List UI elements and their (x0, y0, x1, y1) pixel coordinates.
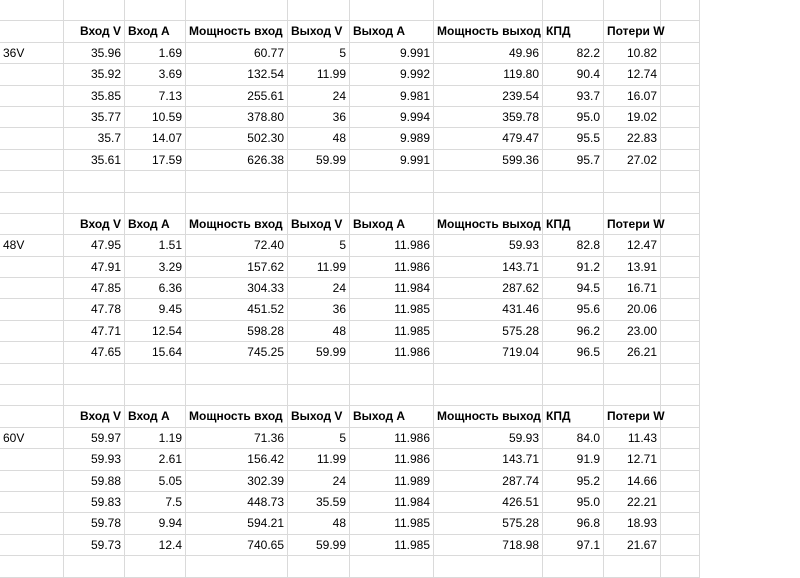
empty-cell[interactable] (434, 171, 543, 192)
empty-cell[interactable] (64, 364, 125, 385)
data-cell[interactable]: 23.00 (604, 321, 661, 342)
empty-cell[interactable] (64, 556, 125, 577)
data-cell[interactable]: 47.78 (64, 299, 125, 320)
data-cell[interactable]: 12.54 (125, 321, 186, 342)
data-cell[interactable]: 11.986 (350, 235, 434, 256)
empty-cell[interactable] (0, 556, 64, 577)
data-cell[interactable]: 10.82 (604, 43, 661, 64)
header-cell[interactable]: Мощность выход (434, 406, 543, 427)
empty-cell[interactable] (0, 321, 64, 342)
data-cell[interactable]: 59.78 (64, 513, 125, 534)
data-cell[interactable]: 9.45 (125, 299, 186, 320)
empty-cell[interactable] (661, 342, 700, 363)
empty-cell[interactable] (0, 171, 64, 192)
group-label[interactable]: 60V (0, 428, 64, 449)
data-cell[interactable]: 6.36 (125, 278, 186, 299)
data-cell[interactable]: 9.992 (350, 64, 434, 85)
data-cell[interactable]: 12.4 (125, 535, 186, 556)
empty-cell[interactable] (661, 278, 700, 299)
data-cell[interactable]: 9.94 (125, 513, 186, 534)
empty-cell[interactable] (604, 556, 661, 577)
data-cell[interactable]: 11.99 (288, 449, 350, 470)
empty-cell[interactable] (661, 321, 700, 342)
empty-cell[interactable] (604, 385, 661, 406)
empty-cell[interactable] (661, 449, 700, 470)
data-cell[interactable]: 5 (288, 43, 350, 64)
header-cell[interactable]: КПД (543, 406, 604, 427)
empty-cell[interactable] (125, 193, 186, 214)
empty-cell[interactable] (543, 556, 604, 577)
header-cell[interactable]: КПД (543, 214, 604, 235)
empty-cell[interactable] (661, 0, 700, 21)
data-cell[interactable]: 95.5 (543, 128, 604, 149)
empty-cell[interactable] (288, 193, 350, 214)
data-cell[interactable]: 24 (288, 471, 350, 492)
data-cell[interactable]: 626.38 (186, 150, 288, 171)
data-cell[interactable]: 143.71 (434, 449, 543, 470)
data-cell[interactable]: 48 (288, 128, 350, 149)
empty-cell[interactable] (64, 0, 125, 21)
data-cell[interactable]: 59.93 (434, 235, 543, 256)
empty-cell[interactable] (661, 492, 700, 513)
empty-cell[interactable] (288, 556, 350, 577)
data-cell[interactable]: 11.99 (288, 64, 350, 85)
empty-cell[interactable] (661, 556, 700, 577)
data-cell[interactable]: 378.80 (186, 107, 288, 128)
data-cell[interactable]: 35.96 (64, 43, 125, 64)
empty-cell[interactable] (186, 556, 288, 577)
header-cell[interactable]: Выход A (350, 214, 434, 235)
header-cell[interactable]: Потери W (604, 214, 661, 235)
data-cell[interactable]: 35.61 (64, 150, 125, 171)
data-cell[interactable]: 426.51 (434, 492, 543, 513)
data-cell[interactable]: 20.06 (604, 299, 661, 320)
empty-cell[interactable] (434, 364, 543, 385)
empty-cell[interactable] (604, 171, 661, 192)
header-cell[interactable]: Потери W (604, 21, 661, 42)
data-cell[interactable]: 302.39 (186, 471, 288, 492)
header-cell[interactable]: Мощность вход (186, 406, 288, 427)
data-cell[interactable]: 11.985 (350, 535, 434, 556)
data-cell[interactable]: 451.52 (186, 299, 288, 320)
empty-cell[interactable] (0, 492, 64, 513)
data-cell[interactable]: 1.69 (125, 43, 186, 64)
empty-cell[interactable] (125, 385, 186, 406)
empty-cell[interactable] (0, 21, 64, 42)
data-cell[interactable]: 11.984 (350, 492, 434, 513)
empty-cell[interactable] (288, 171, 350, 192)
empty-cell[interactable] (0, 299, 64, 320)
empty-cell[interactable] (0, 64, 64, 85)
empty-cell[interactable] (604, 193, 661, 214)
data-cell[interactable]: 94.5 (543, 278, 604, 299)
empty-cell[interactable] (350, 171, 434, 192)
empty-cell[interactable] (661, 299, 700, 320)
data-cell[interactable]: 59.93 (434, 428, 543, 449)
data-cell[interactable]: 47.65 (64, 342, 125, 363)
data-cell[interactable]: 11.986 (350, 449, 434, 470)
empty-cell[interactable] (64, 385, 125, 406)
data-cell[interactable]: 95.0 (543, 492, 604, 513)
data-cell[interactable]: 36 (288, 299, 350, 320)
empty-cell[interactable] (661, 513, 700, 534)
data-cell[interactable]: 13.91 (604, 257, 661, 278)
data-cell[interactable]: 11.985 (350, 321, 434, 342)
header-cell[interactable]: Выход A (350, 21, 434, 42)
empty-cell[interactable] (661, 406, 700, 427)
data-cell[interactable]: 35.7 (64, 128, 125, 149)
data-cell[interactable]: 2.61 (125, 449, 186, 470)
data-cell[interactable]: 11.99 (288, 257, 350, 278)
empty-cell[interactable] (0, 535, 64, 556)
empty-cell[interactable] (543, 364, 604, 385)
data-cell[interactable]: 21.67 (604, 535, 661, 556)
data-cell[interactable]: 5.05 (125, 471, 186, 492)
empty-cell[interactable] (543, 193, 604, 214)
data-cell[interactable]: 11.986 (350, 342, 434, 363)
data-cell[interactable]: 502.30 (186, 128, 288, 149)
data-cell[interactable]: 7.5 (125, 492, 186, 513)
data-cell[interactable]: 18.93 (604, 513, 661, 534)
data-cell[interactable]: 49.96 (434, 43, 543, 64)
empty-cell[interactable] (661, 364, 700, 385)
data-cell[interactable]: 19.02 (604, 107, 661, 128)
header-cell[interactable]: Выход V (288, 214, 350, 235)
empty-cell[interactable] (661, 86, 700, 107)
data-cell[interactable]: 59.93 (64, 449, 125, 470)
data-cell[interactable]: 5 (288, 235, 350, 256)
empty-cell[interactable] (661, 193, 700, 214)
header-cell[interactable]: Вход V (64, 21, 125, 42)
empty-cell[interactable] (0, 385, 64, 406)
data-cell[interactable]: 96.2 (543, 321, 604, 342)
data-cell[interactable]: 60.77 (186, 43, 288, 64)
data-cell[interactable]: 479.47 (434, 128, 543, 149)
data-cell[interactable]: 36 (288, 107, 350, 128)
empty-cell[interactable] (0, 150, 64, 171)
empty-cell[interactable] (661, 107, 700, 128)
data-cell[interactable]: 1.19 (125, 428, 186, 449)
data-cell[interactable]: 82.8 (543, 235, 604, 256)
empty-cell[interactable] (0, 107, 64, 128)
empty-cell[interactable] (0, 257, 64, 278)
header-cell[interactable]: Мощность выход (434, 21, 543, 42)
data-cell[interactable]: 359.78 (434, 107, 543, 128)
header-cell[interactable]: Вход V (64, 406, 125, 427)
empty-cell[interactable] (350, 364, 434, 385)
empty-cell[interactable] (186, 0, 288, 21)
data-cell[interactable]: 132.54 (186, 64, 288, 85)
data-cell[interactable]: 59.88 (64, 471, 125, 492)
data-cell[interactable]: 239.54 (434, 86, 543, 107)
data-cell[interactable]: 598.28 (186, 321, 288, 342)
data-cell[interactable]: 431.46 (434, 299, 543, 320)
data-cell[interactable]: 47.95 (64, 235, 125, 256)
data-cell[interactable]: 96.5 (543, 342, 604, 363)
data-cell[interactable]: 95.7 (543, 150, 604, 171)
data-cell[interactable]: 7.13 (125, 86, 186, 107)
data-cell[interactable]: 24 (288, 278, 350, 299)
data-cell[interactable]: 745.25 (186, 342, 288, 363)
empty-cell[interactable] (661, 535, 700, 556)
data-cell[interactable]: 22.83 (604, 128, 661, 149)
header-cell[interactable]: Мощность вход (186, 214, 288, 235)
empty-cell[interactable] (543, 0, 604, 21)
empty-cell[interactable] (661, 235, 700, 256)
header-cell[interactable]: Выход A (350, 406, 434, 427)
data-cell[interactable]: 719.04 (434, 342, 543, 363)
data-cell[interactable]: 156.42 (186, 449, 288, 470)
empty-cell[interactable] (0, 278, 64, 299)
data-cell[interactable]: 72.40 (186, 235, 288, 256)
data-cell[interactable]: 448.73 (186, 492, 288, 513)
data-cell[interactable]: 59.73 (64, 535, 125, 556)
data-cell[interactable]: 3.29 (125, 257, 186, 278)
empty-cell[interactable] (288, 0, 350, 21)
empty-cell[interactable] (661, 128, 700, 149)
data-cell[interactable]: 84.0 (543, 428, 604, 449)
empty-cell[interactable] (64, 171, 125, 192)
empty-cell[interactable] (543, 385, 604, 406)
data-cell[interactable]: 5 (288, 428, 350, 449)
empty-cell[interactable] (661, 64, 700, 85)
data-cell[interactable]: 599.36 (434, 150, 543, 171)
data-cell[interactable]: 1.51 (125, 235, 186, 256)
data-cell[interactable]: 26.21 (604, 342, 661, 363)
group-label[interactable]: 48V (0, 235, 64, 256)
empty-cell[interactable] (0, 128, 64, 149)
data-cell[interactable]: 12.74 (604, 64, 661, 85)
data-cell[interactable]: 575.28 (434, 321, 543, 342)
empty-cell[interactable] (125, 0, 186, 21)
empty-cell[interactable] (0, 406, 64, 427)
data-cell[interactable]: 35.77 (64, 107, 125, 128)
data-cell[interactable]: 287.62 (434, 278, 543, 299)
header-cell[interactable]: Потери W (604, 406, 661, 427)
empty-cell[interactable] (661, 257, 700, 278)
data-cell[interactable]: 35.85 (64, 86, 125, 107)
empty-cell[interactable] (434, 556, 543, 577)
empty-cell[interactable] (0, 471, 64, 492)
empty-cell[interactable] (350, 193, 434, 214)
data-cell[interactable]: 91.9 (543, 449, 604, 470)
empty-cell[interactable] (434, 385, 543, 406)
data-cell[interactable]: 9.989 (350, 128, 434, 149)
data-cell[interactable]: 9.991 (350, 43, 434, 64)
data-cell[interactable]: 10.59 (125, 107, 186, 128)
header-cell[interactable]: Мощность вход (186, 21, 288, 42)
empty-cell[interactable] (661, 150, 700, 171)
data-cell[interactable]: 16.07 (604, 86, 661, 107)
empty-cell[interactable] (661, 385, 700, 406)
empty-cell[interactable] (186, 193, 288, 214)
header-cell[interactable]: Вход A (125, 406, 186, 427)
empty-cell[interactable] (661, 428, 700, 449)
data-cell[interactable]: 16.71 (604, 278, 661, 299)
data-cell[interactable]: 11.984 (350, 278, 434, 299)
data-cell[interactable]: 59.97 (64, 428, 125, 449)
data-cell[interactable]: 14.07 (125, 128, 186, 149)
data-cell[interactable]: 304.33 (186, 278, 288, 299)
empty-cell[interactable] (434, 0, 543, 21)
data-cell[interactable]: 3.69 (125, 64, 186, 85)
empty-cell[interactable] (64, 193, 125, 214)
empty-cell[interactable] (0, 364, 64, 385)
data-cell[interactable]: 59.83 (64, 492, 125, 513)
data-cell[interactable]: 90.4 (543, 64, 604, 85)
data-cell[interactable]: 9.991 (350, 150, 434, 171)
header-cell[interactable]: Выход V (288, 21, 350, 42)
empty-cell[interactable] (0, 449, 64, 470)
empty-cell[interactable] (604, 0, 661, 21)
group-label[interactable]: 36V (0, 43, 64, 64)
data-cell[interactable]: 157.62 (186, 257, 288, 278)
header-cell[interactable]: Вход V (64, 214, 125, 235)
empty-cell[interactable] (288, 364, 350, 385)
data-cell[interactable]: 22.21 (604, 492, 661, 513)
empty-cell[interactable] (661, 471, 700, 492)
data-cell[interactable]: 48 (288, 321, 350, 342)
data-cell[interactable]: 35.59 (288, 492, 350, 513)
data-cell[interactable]: 91.2 (543, 257, 604, 278)
empty-cell[interactable] (0, 342, 64, 363)
data-cell[interactable]: 59.99 (288, 535, 350, 556)
data-cell[interactable]: 718.98 (434, 535, 543, 556)
empty-cell[interactable] (434, 193, 543, 214)
empty-cell[interactable] (125, 171, 186, 192)
empty-cell[interactable] (125, 364, 186, 385)
data-cell[interactable]: 575.28 (434, 513, 543, 534)
header-cell[interactable]: КПД (543, 21, 604, 42)
data-cell[interactable]: 11.985 (350, 513, 434, 534)
data-cell[interactable]: 14.66 (604, 471, 661, 492)
empty-cell[interactable] (604, 364, 661, 385)
data-cell[interactable]: 95.0 (543, 107, 604, 128)
data-cell[interactable]: 71.36 (186, 428, 288, 449)
empty-cell[interactable] (288, 385, 350, 406)
data-cell[interactable]: 35.92 (64, 64, 125, 85)
data-cell[interactable]: 82.2 (543, 43, 604, 64)
data-cell[interactable]: 287.74 (434, 471, 543, 492)
empty-cell[interactable] (350, 0, 434, 21)
data-cell[interactable]: 255.61 (186, 86, 288, 107)
data-cell[interactable]: 740.65 (186, 535, 288, 556)
data-cell[interactable]: 11.986 (350, 428, 434, 449)
data-cell[interactable]: 27.02 (604, 150, 661, 171)
empty-cell[interactable] (0, 214, 64, 235)
data-cell[interactable]: 11.986 (350, 257, 434, 278)
empty-cell[interactable] (661, 171, 700, 192)
data-cell[interactable]: 47.85 (64, 278, 125, 299)
header-cell[interactable]: Вход A (125, 214, 186, 235)
data-cell[interactable]: 9.994 (350, 107, 434, 128)
data-cell[interactable]: 59.99 (288, 150, 350, 171)
data-cell[interactable]: 24 (288, 86, 350, 107)
header-cell[interactable]: Мощность выход (434, 214, 543, 235)
empty-cell[interactable] (0, 0, 64, 21)
data-cell[interactable]: 119.80 (434, 64, 543, 85)
data-cell[interactable]: 93.7 (543, 86, 604, 107)
data-cell[interactable]: 594.21 (186, 513, 288, 534)
data-cell[interactable]: 9.981 (350, 86, 434, 107)
empty-cell[interactable] (661, 21, 700, 42)
empty-cell[interactable] (125, 556, 186, 577)
header-cell[interactable]: Вход A (125, 21, 186, 42)
data-cell[interactable]: 12.47 (604, 235, 661, 256)
data-cell[interactable]: 11.43 (604, 428, 661, 449)
data-cell[interactable]: 17.59 (125, 150, 186, 171)
header-cell[interactable]: Выход V (288, 406, 350, 427)
empty-cell[interactable] (0, 86, 64, 107)
data-cell[interactable]: 47.71 (64, 321, 125, 342)
empty-cell[interactable] (186, 171, 288, 192)
empty-cell[interactable] (350, 556, 434, 577)
data-cell[interactable]: 59.99 (288, 342, 350, 363)
empty-cell[interactable] (0, 193, 64, 214)
data-cell[interactable]: 95.6 (543, 299, 604, 320)
empty-cell[interactable] (0, 513, 64, 534)
data-cell[interactable]: 47.91 (64, 257, 125, 278)
data-cell[interactable]: 48 (288, 513, 350, 534)
data-cell[interactable]: 143.71 (434, 257, 543, 278)
data-cell[interactable]: 97.1 (543, 535, 604, 556)
empty-cell[interactable] (543, 171, 604, 192)
empty-cell[interactable] (350, 385, 434, 406)
empty-cell[interactable] (186, 364, 288, 385)
empty-cell[interactable] (661, 43, 700, 64)
data-cell[interactable]: 15.64 (125, 342, 186, 363)
data-cell[interactable]: 95.2 (543, 471, 604, 492)
empty-cell[interactable] (661, 214, 700, 235)
empty-cell[interactable] (186, 385, 288, 406)
data-cell[interactable]: 11.989 (350, 471, 434, 492)
data-cell[interactable]: 11.985 (350, 299, 434, 320)
data-cell[interactable]: 12.71 (604, 449, 661, 470)
data-cell[interactable]: 96.8 (543, 513, 604, 534)
